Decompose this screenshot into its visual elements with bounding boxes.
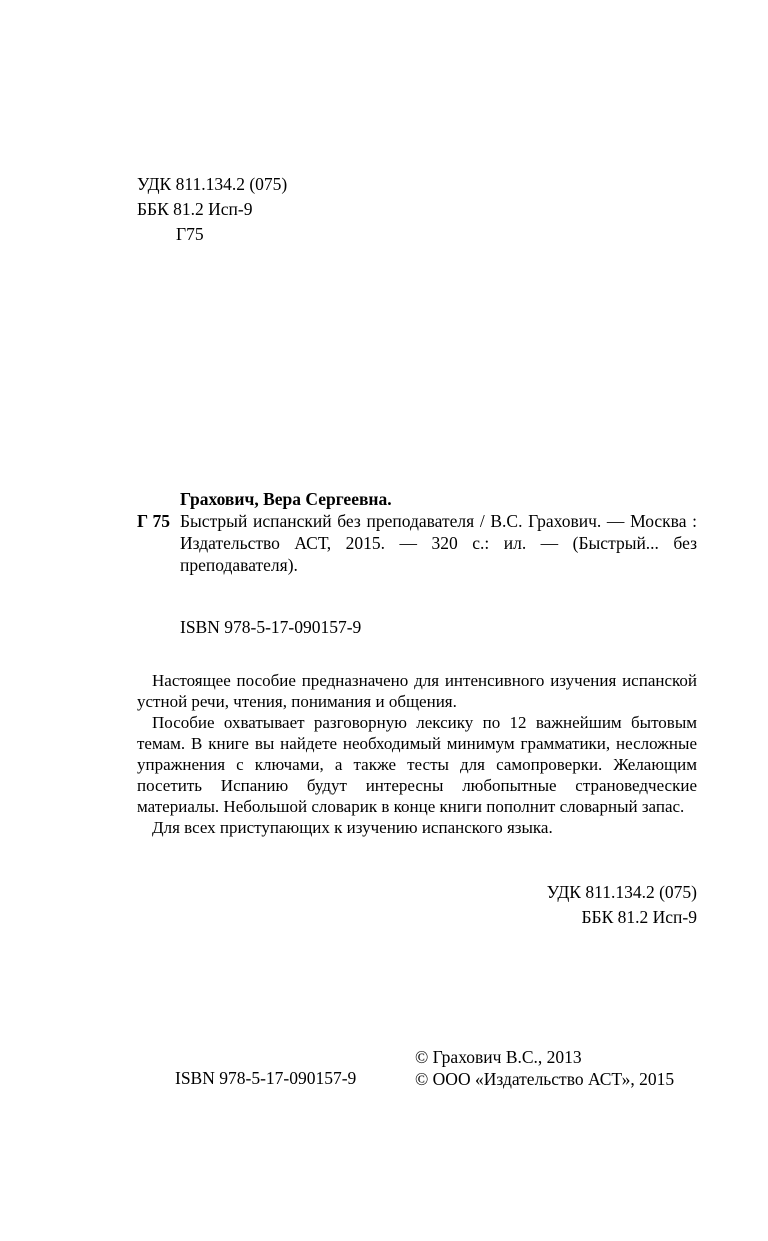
annotation-paragraph-3: Для всех приступающих к изучению испанского языка. xyxy=(152,818,553,837)
copyright-block xyxy=(415,1046,674,1090)
footer-isbn-number: ISBN 978-5-17-090157-9 xyxy=(175,1068,357,1088)
catalog-entry-code: Г 75 xyxy=(137,511,171,531)
copyright-author: © Грахович В.С., 2013 xyxy=(415,1047,582,1067)
annotation-block xyxy=(137,670,697,838)
bbk-line: ББК 81.2 Исп-9 xyxy=(137,199,253,219)
classification-block-right xyxy=(547,880,697,930)
udk-line-right: УДК 811.134.2 (075) xyxy=(546,882,697,902)
catalog-entry-description: Быстрый испанский без преподавателя / В.С. Грахович. — Москва : Издательство АСТ, 2015. — 320 с.: ил. — (Быстрый... без преподавателя). xyxy=(180,511,697,575)
annotation-paragraph-1: Настоящее пособие предназначено для интенсивного изучения испанской устной речи, чтения, понимания и общения. xyxy=(137,671,697,711)
annotation-paragraph-2: Пособие охватывает разговорную лексику по 12 важнейшим бытовым темам. В книге вы найдете необходимый минимум грамматики, несложные упражнения с ключами, а также тесты для самопроверки. Желающим посетить Испанию будут интересны любопытные страноведческие материалы. Небольшой словарик в конце книги пополнит словарный запас. xyxy=(137,713,697,816)
author-sign-code: Г75 xyxy=(176,224,204,244)
classification-block-top xyxy=(137,172,287,247)
copyright-publisher: © ООО «Издательство АСТ», 2015 xyxy=(415,1069,675,1089)
catalog-entry xyxy=(137,510,697,576)
isbn-number: ISBN 978-5-17-090157-9 xyxy=(180,617,362,637)
udk-line: УДК 811.134.2 (075) xyxy=(137,174,288,194)
bbk-line-right: ББК 81.2 Исп-9 xyxy=(581,907,697,927)
catalog-author: Грахович, Вера Сергеевна. xyxy=(180,489,392,509)
catalog-card xyxy=(137,488,697,576)
